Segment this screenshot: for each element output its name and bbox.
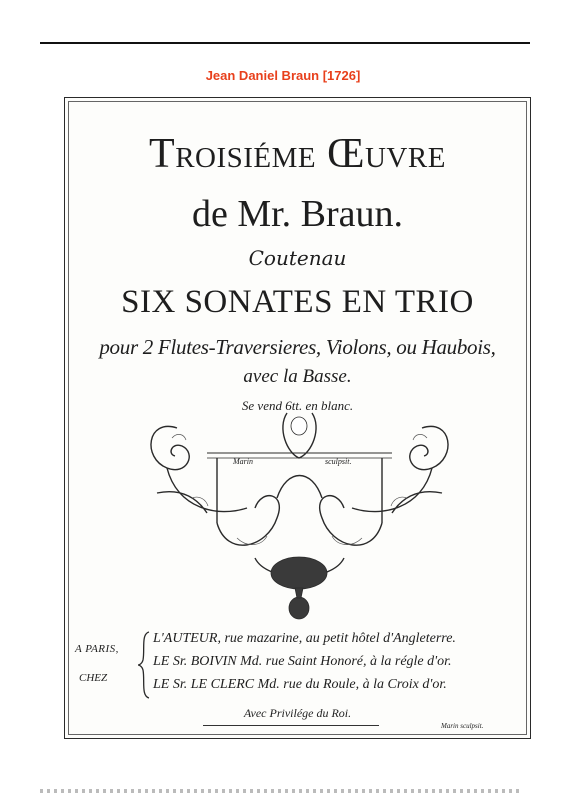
price-line: Se vend 6tt. en blanc.: [241, 398, 354, 413]
title-line-2: de Mr. Braun.: [191, 193, 404, 235]
privilege-rule: [203, 725, 379, 726]
title-page-plate: [64, 97, 531, 739]
top-rule: [40, 42, 530, 44]
with-bass-line: avec la Basse.: [243, 366, 352, 387]
place-label: A PARIS,: [75, 643, 119, 655]
address-brace: [137, 630, 151, 700]
chez-label: CHEZ: [79, 672, 108, 684]
address-line-2: LE Sr. BOIVIN Md. rue Saint Honoré, à la régle d'or.: [153, 654, 452, 669]
engraver-signature: Marin sculpsit.: [441, 722, 484, 730]
privilege-line: Avec Privilége du Roi.: [243, 706, 352, 720]
title-line-1: Troisiéme Œuvre: [149, 131, 446, 177]
cartouche-ornament: [137, 398, 462, 623]
page-header-title: Jean Daniel Braun [1726]: [205, 68, 361, 83]
engraver-name-left: Marin: [233, 457, 253, 466]
instrumentation-line: pour 2 Flutes-Traversieres, Violons, ou Haubois,: [99, 335, 496, 359]
engraver-name-right: sculpsit.: [325, 457, 352, 466]
bottom-scan-artifact: [40, 789, 520, 793]
address-line-1: L'AUTEUR, rue mazarine, au petit hôtel d'Angleterre.: [153, 631, 456, 646]
owner-inscription: Coutenau: [248, 246, 347, 270]
address-line-3: LE Sr. LE CLERC Md. rue du Roule, à la Croix d'or.: [153, 677, 447, 692]
subtitle-six-sonates: SIX SONATES EN TRIO: [121, 284, 474, 320]
